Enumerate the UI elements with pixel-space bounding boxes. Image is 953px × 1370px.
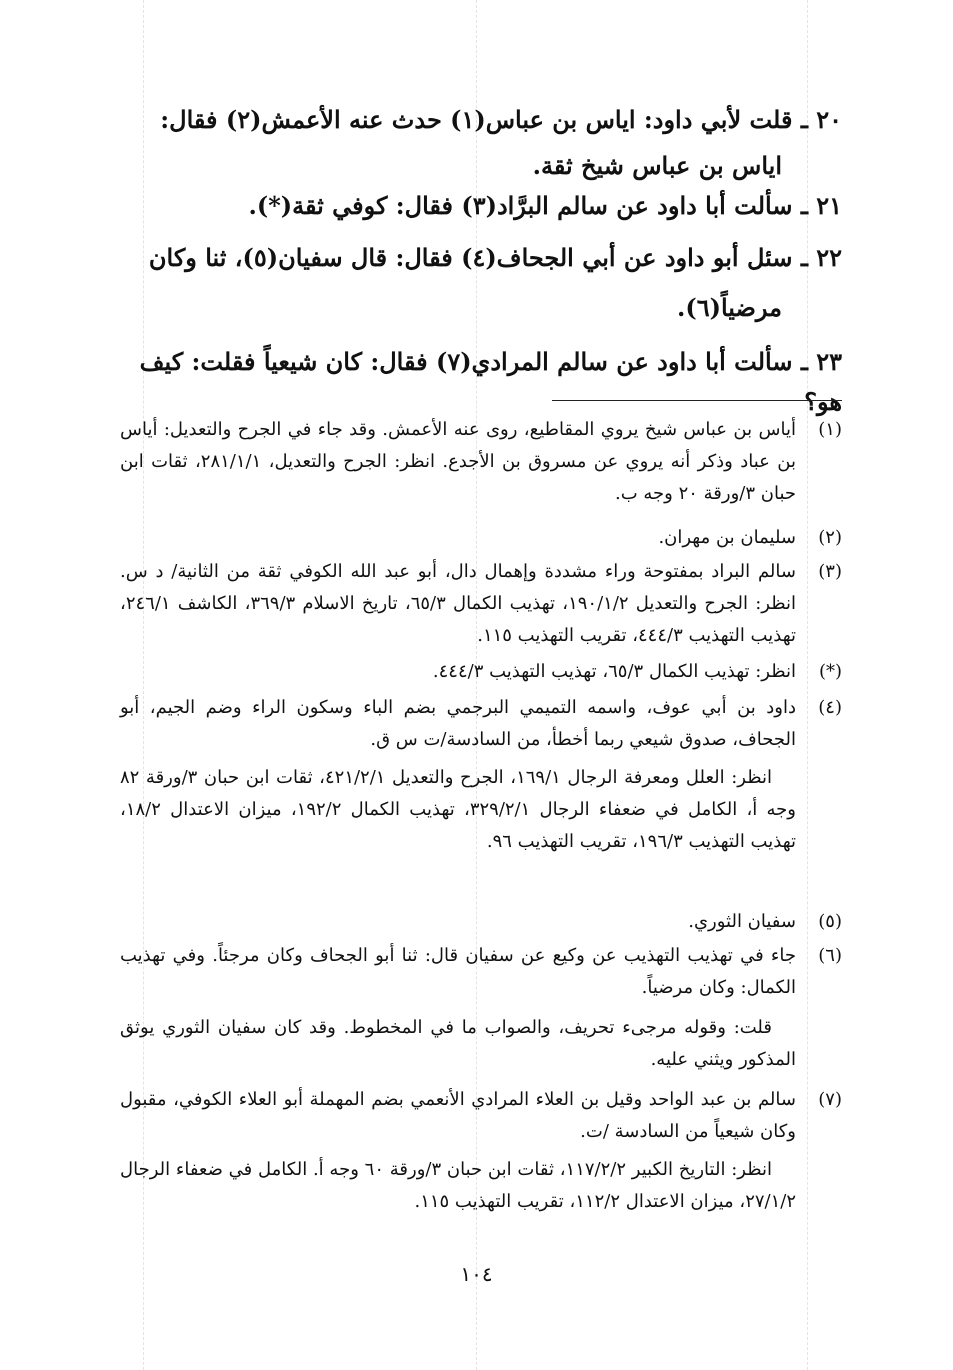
- entry-text: ٢٠ ـ قلت لأبي داود: اياس بن عباس(١) حدث عنه الأعمش(٢) فقال:: [160, 105, 842, 134]
- footnote-6-continuation: [120, 1012, 842, 1076]
- entry-22: [120, 238, 842, 278]
- footnote-star: [120, 656, 842, 688]
- entry-text: ٢١ ـ سألت أبا داود عن سالم البرَّاد(٣) فقال: كوفي ثقة(*).: [248, 191, 842, 220]
- entry-20: [120, 100, 842, 140]
- footnote-number: (*): [818, 661, 842, 682]
- entry-22-continuation: مرضياً(٦).: [677, 293, 782, 322]
- footnote-4-continuation: [120, 762, 842, 858]
- footnote-4: [120, 692, 842, 756]
- footnote-text: سفيان الثوري.: [688, 911, 796, 932]
- footnote-7: [120, 1084, 842, 1148]
- footnote-text: انظر: التاريخ الكبير ١١٧/٢/٢، ثقات ابن حبان ٣/ورقة ٦٠ وجه أ. الكامل في ضعفاء الرجال ٢٧/١/٢، ميزان الاعتدال ١١٢/٢، تقريب التهذيب ١١٥.: [120, 1159, 796, 1212]
- entry-20-continuation: اياس بن عباس شيخ ثقة.: [532, 151, 782, 180]
- footnote-number: (٧): [818, 1089, 842, 1110]
- footnote-text: سالم بن عبد الواحد وقيل بن العلاء المرادي الأنعمي بضم المهملة أبو العلاء الكوفي، مقبول وكان شيعياً من السادسة /ت.: [120, 1089, 796, 1142]
- footnote-3: [120, 556, 842, 652]
- footnote-text: داود بن أبي عوف، واسمه التميمي البرجمي بضم الباء وسكون الراء وضم الجيم، أبو الجحاف، صدوق شيعي ربما أخطأ، من السادسة/ت س ق.: [120, 697, 796, 750]
- footnote-1: [120, 414, 842, 510]
- footnote-5: [120, 906, 842, 938]
- footnote-7-continuation: [120, 1154, 842, 1218]
- footnote-text: انظر: تهذيب الكمال ٦٥/٣، تهذيب التهذيب ٤٤٤/٣.: [432, 661, 796, 682]
- footnote-6: [120, 940, 842, 1004]
- footnote-number: (٢): [818, 527, 842, 548]
- entry-text: ٢٢ ـ سئل أبو داود عن أبي الجحاف(٤) فقال: قال سفيان(٥)، ثنا وكان: [148, 243, 842, 272]
- footnote-2: [120, 522, 842, 554]
- footnote-number: (٣): [818, 561, 842, 582]
- footnote-text: قلت: وقوله مرجىء تحريف، والصواب ما في المخطوط. وقد كان سفيان الثوري يوثق المذكور ويثني عليه.: [120, 1017, 796, 1070]
- entry-21: [120, 186, 842, 226]
- footnote-text: انظر: العلل ومعرفة الرجال ١٦٩/١، الجرح والتعديل ٤٢١/٢/١، ثقات ابن حبان ٣/ورقة ٨٢ وجه أ، الكامل في ضعفاء الرجال ٣٢٩/٢/١، تهذيب الكمال ١٩٢/٢، ميزان الاعتدال ١٨/٢، تهذيب التهذيب ١٩٦/٣، تقريب التهذيب ٩٦.: [120, 767, 796, 852]
- footnote-text: سليمان بن مهران.: [658, 527, 796, 548]
- footnote-number: (٥): [818, 911, 842, 932]
- footnote-number: (٤): [818, 697, 842, 718]
- footnote-text: جاء في تهذيب التهذيب عن وكيع عن سفيان قال: ثنا أبو الجحاف وكان مرجئاً. وفي تهذيب الكمال: وكان مرضياً.: [120, 945, 796, 998]
- entry-text: ٢٣ ـ سألت أبا داود عن سالم المرادي(٧) فقال: كان شيعياً فقلت: كيف هو؟: [139, 347, 842, 416]
- page-number: ١٠٤: [460, 1262, 493, 1286]
- footnote-text: سالم البراد بمفتوحة وراء مشددة وإهمال دال، أبو عبد الله الكوفي ثقة من الثانية/ د س. انظر: الجرح والتعديل ١٩٠/١/٢، تهذيب الكمال ٦٥/٣، تاريخ الاسلام ٣٦٩/٣، الكاشف ٢٤٦/١، تهذيب التهذيب ٤٤٤/٣، تقريب التهذيب ١١٥.: [120, 561, 797, 646]
- footnote-number: (١): [818, 419, 842, 440]
- footnote-separator: [552, 400, 842, 401]
- footnote-text: أياس بن عباس شيخ يروي المقاطيع، روى عنه الأعمش. وقد جاء في الجرح والتعديل: أياس بن عباد وذكر أنه يروي عن مسروق بن الأجدع. انظر: الجرح والتعديل، ٢٨١/١/١، ثقات ابن حبان ٣/ورقة ٢٠ وجه ب.: [120, 419, 796, 504]
- footnote-number: (٦): [818, 945, 842, 966]
- entry-23: [120, 342, 842, 422]
